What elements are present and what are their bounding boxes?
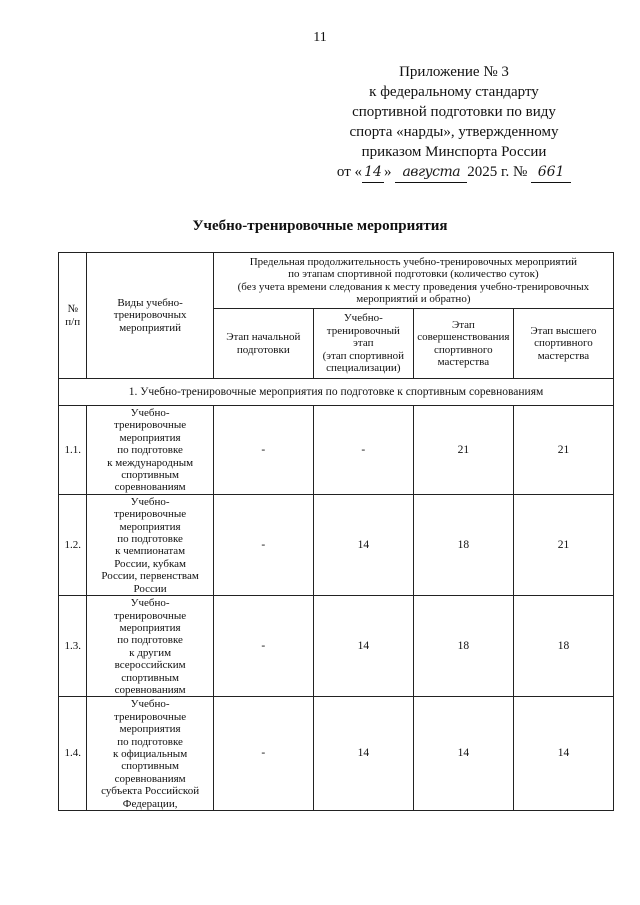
page-number: 11 bbox=[313, 30, 327, 45]
appendix-line: приказом Минспорта России bbox=[361, 144, 547, 160]
appendix-line: спортивной подготовки по виду bbox=[352, 104, 556, 120]
header-stage-highest: Этап высшего спортивного мастерства bbox=[513, 309, 613, 379]
cell-stage-improvement: 14 bbox=[413, 697, 513, 811]
cell-stage-highest: 18 bbox=[513, 596, 613, 697]
order-number-handwritten: 661 bbox=[531, 162, 571, 183]
cell-stage-improvement: 18 bbox=[413, 596, 513, 697]
cell-stage-training: 14 bbox=[313, 697, 413, 811]
date-day-handwritten: 14 bbox=[362, 162, 384, 183]
document-title: Учебно-тренировочные мероприятия bbox=[192, 218, 448, 234]
row-number: 1.3. bbox=[59, 596, 87, 697]
cell-stage-training: 14 bbox=[313, 596, 413, 697]
header-stage-initial: Этап начальной подготовки bbox=[213, 309, 313, 379]
row-event-type: Учебно- тренировочные мероприятия по подготовке к чемпионатам России, кубкам России, первенствам России bbox=[87, 494, 213, 595]
date-year: 2025 г. № bbox=[467, 164, 528, 180]
table-row bbox=[59, 406, 614, 495]
row-number: 1.1. bbox=[59, 406, 87, 495]
header-number: № п/п bbox=[59, 253, 87, 379]
table-row bbox=[59, 596, 614, 697]
header-stage-improvement: Этап совершенствования спортивного мастерства bbox=[413, 309, 513, 379]
cell-stage-highest: 14 bbox=[513, 697, 613, 811]
appendix-line: спорта «нарды», утвержденному bbox=[349, 124, 559, 140]
cell-stage-initial: - bbox=[213, 494, 313, 595]
appendix-line: Приложение № 3 bbox=[399, 64, 509, 80]
row-event-type: Учебно- тренировочные мероприятия по подготовке к другим всероссийским спортивным соревнованиям bbox=[87, 596, 213, 697]
table-header-row bbox=[59, 253, 614, 309]
cell-stage-initial: - bbox=[213, 406, 313, 495]
cell-stage-improvement: 18 bbox=[413, 494, 513, 595]
section-title: 1. Учебно-тренировочные мероприятия по подготовке к спортивным соревнованиям bbox=[59, 379, 614, 406]
cell-stage-highest: 21 bbox=[513, 494, 613, 595]
table-row bbox=[59, 697, 614, 811]
appendix-block bbox=[304, 62, 604, 183]
cell-stage-initial: - bbox=[213, 596, 313, 697]
header-event-type: Виды учебно- тренировочных мероприятий bbox=[87, 253, 213, 379]
cell-stage-training: 14 bbox=[313, 494, 413, 595]
row-number: 1.2. bbox=[59, 494, 87, 595]
cell-stage-highest: 21 bbox=[513, 406, 613, 495]
appendix-line: к федеральному стандарту bbox=[369, 84, 539, 100]
header-duration-group: Предельная продолжительность учебно-тренировочных мероприятий по этапам спортивной подготовки (количество суток) (без учета времени следования к месту проведения учебно-тренировочных мероприятий и обратно) bbox=[213, 253, 613, 309]
order-date-line bbox=[304, 162, 604, 183]
row-number: 1.4. bbox=[59, 697, 87, 811]
header-stage-training: Учебно- тренировочный этап (этап спортивной специализации) bbox=[313, 309, 413, 379]
date-mid: » bbox=[384, 164, 392, 180]
row-event-type: Учебно- тренировочные мероприятия по подготовке к официальным спортивным соревнованиям субъекта Российской Федерации, bbox=[87, 697, 213, 811]
date-prefix: от « bbox=[336, 164, 363, 180]
date-month-handwritten: августа bbox=[395, 162, 467, 183]
table-row bbox=[59, 494, 614, 595]
row-event-type: Учебно- тренировочные мероприятия по подготовке к международным спортивным соревнованиям bbox=[87, 406, 213, 495]
training-events-table bbox=[58, 252, 614, 811]
cell-stage-improvement: 21 bbox=[413, 406, 513, 495]
cell-stage-training: - bbox=[313, 406, 413, 495]
cell-stage-initial: - bbox=[213, 697, 313, 811]
section-row bbox=[59, 379, 614, 406]
